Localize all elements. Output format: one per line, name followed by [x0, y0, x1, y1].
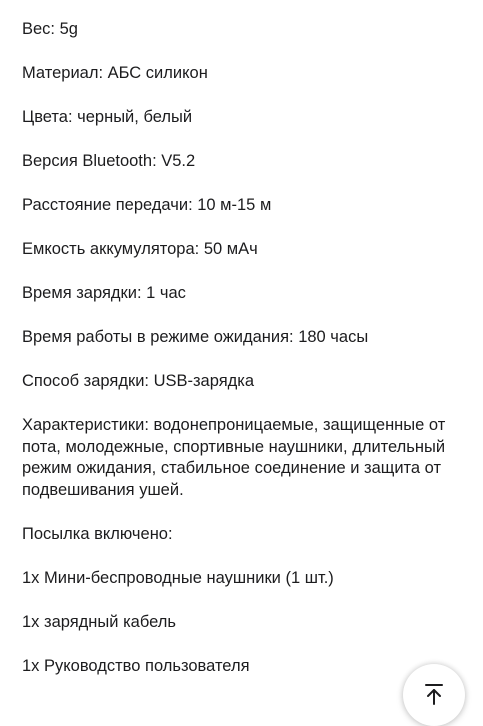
spec-charging-time: Время зарядки: 1 час: [22, 284, 186, 302]
spec-bluetooth-version: Версия Bluetooth: V5.2: [22, 152, 196, 170]
spec-features: Характеристики: водонепроницаемые, защищенные от пота, молодежные, спортивные наушники, длительный режим ожидания, стабильное соединение и защита от подвешивания ушей.: [22, 416, 446, 499]
package-item-manual: 1x Руководство пользователя: [22, 657, 250, 675]
spec-standby-time: Время работы в режиме ожидания: 180 часы: [22, 328, 369, 346]
spec-charging-method: Способ зарядки: USB-зарядка: [22, 372, 255, 390]
scroll-to-top-button[interactable]: [403, 664, 465, 726]
package-item-earbuds: 1x Мини-беспроводные наушники (1 шт.): [22, 569, 334, 587]
spec-material: Материал: АБС силикон: [22, 64, 208, 82]
spec-battery-capacity: Емкость аккумулятора: 50 мАч: [22, 240, 258, 258]
spec-colors: Цвета: черный, белый: [22, 108, 193, 126]
package-contents-heading: Посылка включено:: [22, 525, 173, 543]
arrow-up-to-top-icon: [422, 682, 446, 706]
product-spec-list: [22, 19, 472, 700]
package-item-cable: 1x зарядный кабель: [22, 613, 176, 631]
spec-weight: Вес: 5g: [22, 20, 78, 38]
spec-transmission-range: Расстояние передачи: 10 м-15 м: [22, 196, 272, 214]
